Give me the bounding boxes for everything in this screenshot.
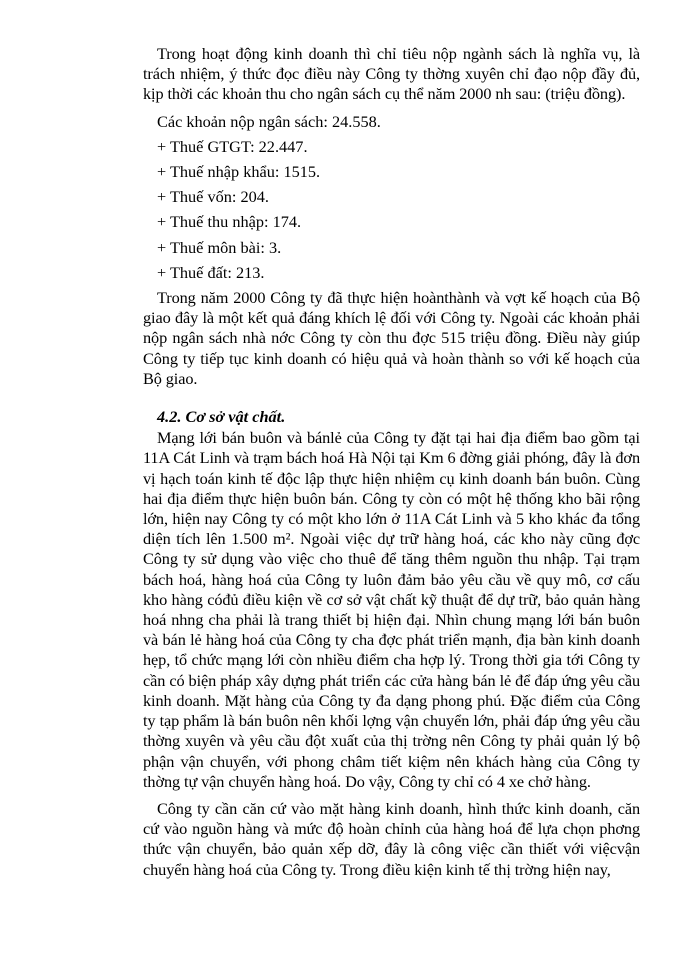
paragraph-transport: Công ty cần căn cứ vào mặt hàng kinh doanh, hình thức kinh doanh, căn cứ vào nguồn hàng và mức độ hoàn chỉnh của hàng hoá để lựa chọn phơng thức vận chuyển, bảo quản xếp dỡ, đây là công việc cần thiết với việcvận chuyển hàng hoá của Công ty. Trong điều kiện kinh tế thị trờng hiện nay, [143,798,640,879]
paragraph-budget-intro: Trong hoạt động kinh doanh thì chỉ tiêu nộp ngành sách là nghĩa vụ, là trách nhiệm, ý thức đọc điều này Công ty thờng xuyên chỉ đạo nộp đầy đủ, kịp thời các khoản thu cho ngân sách cụ thể năm 2000 nh sau: (triệu đồng). [143,44,640,104]
tax-item-import: + Thuế nhập khẩu: 1515. [157,162,321,182]
tax-item-license: + Thuế môn bài: 3. [157,237,282,257]
tax-item-capital: + Thuế vốn: 204. [157,187,269,207]
section-heading: 4.2. Cơ sở vật chất. [157,407,286,427]
paragraph-network: Mạng lới bán buôn và bánlẻ của Công ty đặt tại hai địa điểm bao gồm tại 11A Cát Linh và trạm bách hoá Hà Nội tại Km 6 đờng giải phóng, đây là đơn vị hạch toán kinh tế độc lập thực hiện nhiệm cụ kinh doanh bán buôn. Cùng hai địa điểm thực hiện buôn bán. Công ty còn có một hệ thống kho bãi rộng lớn, hiện nay Công ty có một kho lớn ở 11A Cát Linh và 5 kho khác đa tổng diện tích lên 1.500 m². Ngoài việc dự trữ hàng hoá, các kho này cũng đợc Công ty sử dụng vào việc cho thuê để tăng thêm nguồn thu nhập. Tại trạm bách hoá, hàng hoá của Công ty luôn đảm bảo yêu cầu về quy mô, cơ cấu kho hàng cóđủ điều kiện về cơ sở vật chất kỹ thuật để dự trữ, bảo quản hàng hoá nhng cha phải là trang thiết bị hiện đại. Nhìn chung mạng lới bán buôn và bán lẻ hàng hoá của Công ty cha đợc phát triển mạnh, địa bàn kinh doanh hẹp, tổ chức mạng lới còn nhiều điểm cha hợp lý. Trong thời gia tới Công ty cần có biện pháp xây dựng phát triển các cửa hàng bán lẻ để đáp ứng yêu cầu kinh doanh. Mặt hàng của Công ty đa dạng phong phú. Đặc điểm của Công ty tạp phẩm là bán buôn nên khối lợng vận chuyển lớn, phải đáp ứng yêu cầu thờng xuyên và yêu cầu đột xuất của thị trờng nên Công ty phải quản lý bộ phận vận chuyển, với phong châm tiết kiệm nên khách hàng của Công ty thờng tự vận chuyển hàng hoá. Do vậy, Công ty chỉ có 4 xe chở hàng. [143,428,640,791]
tax-item-income: + Thuế thu nhập: 174. [157,212,302,232]
paragraph-plan-results: Trong năm 2000 Công ty đã thực hiện hoànthành và vợt kế hoạch của Bộ giao đây là một kết quả đáng khích lệ đối với Công ty. Ngoài các khoản phải nộp ngân sách nhà nớc Công ty còn thu đợc 515 triệu đồng. Điều này giúp Công ty tiếp tục kinh doanh có hiệu quả và hoàn thành so với kế hoạch của Bộ giao. [143,288,640,388]
tax-item-vat: + Thuế GTGT: 22.447. [157,136,308,156]
tax-item-land: + Thuế đất: 213. [157,262,265,282]
budget-total-line: Các khoản nộp ngân sách: 24.558. [157,111,381,131]
